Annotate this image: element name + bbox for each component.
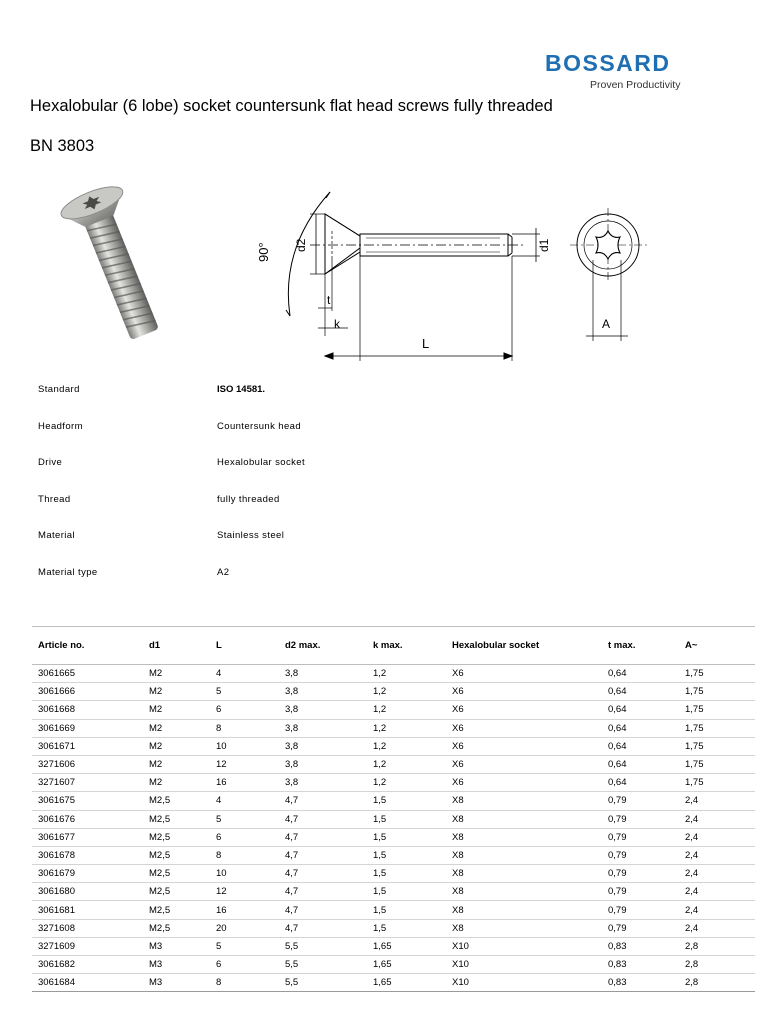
table-cell: 1,65: [367, 974, 446, 992]
table-cell: M2: [143, 774, 210, 792]
property-row: [38, 384, 538, 421]
table-cell: 4,7: [279, 901, 367, 919]
angle-label: 90°: [256, 242, 271, 262]
table-cell: 0,79: [602, 846, 679, 864]
table-cell: 1,75: [679, 737, 755, 755]
table-cell: 1,75: [679, 665, 755, 683]
table-row: [32, 919, 755, 937]
table-row: [32, 865, 755, 883]
table-cell: 1,5: [367, 846, 446, 864]
table-cell: X6: [446, 774, 602, 792]
column-header: Hexalobular socket: [446, 627, 602, 665]
table-cell: 6: [210, 828, 279, 846]
table-cell: M3: [143, 956, 210, 974]
table-cell: 3061666: [32, 683, 143, 701]
table-row: [32, 956, 755, 974]
A-label: A: [602, 317, 611, 331]
table-cell: 1,75: [679, 774, 755, 792]
table-cell: 0,64: [602, 701, 679, 719]
table-cell: 3061668: [32, 701, 143, 719]
table-cell: 1,5: [367, 865, 446, 883]
property-key: Thread: [38, 493, 71, 505]
table-cell: 1,75: [679, 683, 755, 701]
table-cell: 16: [210, 774, 279, 792]
column-header: Article no.: [32, 627, 143, 665]
table-cell: M2: [143, 701, 210, 719]
table-cell: M2,5: [143, 883, 210, 901]
table-cell: 4,7: [279, 919, 367, 937]
table-cell: 3061676: [32, 810, 143, 828]
property-value: fully threaded: [217, 493, 280, 505]
table-cell: 2,4: [679, 792, 755, 810]
table-cell: 4: [210, 665, 279, 683]
table-cell: 1,5: [367, 792, 446, 810]
table-cell: X6: [446, 665, 602, 683]
table-cell: 0,83: [602, 937, 679, 955]
property-key: Drive: [38, 457, 63, 469]
table-cell: 2,4: [679, 846, 755, 864]
table-row: [32, 719, 755, 737]
table-cell: M2,5: [143, 846, 210, 864]
table-cell: 2,4: [679, 901, 755, 919]
property-row: [38, 567, 538, 604]
table-cell: M3: [143, 974, 210, 992]
table-cell: 1,5: [367, 901, 446, 919]
table-cell: X8: [446, 901, 602, 919]
table-cell: 0,79: [602, 828, 679, 846]
table-cell: 3,8: [279, 683, 367, 701]
L-label: L: [422, 336, 430, 351]
table-cell: 1,75: [679, 755, 755, 773]
table-cell: X10: [446, 956, 602, 974]
table-cell: 4,7: [279, 846, 367, 864]
table-cell: 1,2: [367, 755, 446, 773]
k-label: k: [334, 317, 340, 331]
table-cell: M2,5: [143, 828, 210, 846]
table-cell: 3,8: [279, 755, 367, 773]
column-header: d2 max.: [279, 627, 367, 665]
table-cell: 1,2: [367, 665, 446, 683]
table-cell: X10: [446, 937, 602, 955]
table-cell: M2: [143, 665, 210, 683]
table-cell: 0,64: [602, 719, 679, 737]
property-key: Headform: [38, 420, 83, 432]
table-cell: 3,8: [279, 701, 367, 719]
table-cell: 3061680: [32, 883, 143, 901]
table-cell: 0,83: [602, 956, 679, 974]
table-cell: 3061678: [32, 846, 143, 864]
table-cell: 5,5: [279, 974, 367, 992]
table-cell: 1,2: [367, 701, 446, 719]
table-cell: M2,5: [143, 919, 210, 937]
property-row: [38, 530, 538, 567]
table-cell: 16: [210, 901, 279, 919]
table-cell: 2,4: [679, 810, 755, 828]
table-row: [32, 901, 755, 919]
table-cell: 0,64: [602, 755, 679, 773]
table-row: [32, 883, 755, 901]
table-cell: 3061675: [32, 792, 143, 810]
technical-drawing: [250, 176, 660, 366]
table-cell: 2,4: [679, 883, 755, 901]
table-row: [32, 846, 755, 864]
table-cell: M2,5: [143, 792, 210, 810]
table-cell: 0,79: [602, 883, 679, 901]
table-cell: 5: [210, 937, 279, 955]
table-row: [32, 828, 755, 846]
table-cell: 5,5: [279, 937, 367, 955]
property-row: [38, 421, 538, 458]
standard-code: BN 3803: [30, 137, 95, 155]
table-cell: M2: [143, 755, 210, 773]
table-cell: 0,64: [602, 737, 679, 755]
table-cell: X6: [446, 683, 602, 701]
d1-label: d1: [537, 238, 551, 252]
table-cell: 1,5: [367, 919, 446, 937]
table-cell: 1,5: [367, 883, 446, 901]
table-cell: X8: [446, 792, 602, 810]
column-header: t max.: [602, 627, 679, 665]
table-cell: 5: [210, 810, 279, 828]
table-cell: 8: [210, 846, 279, 864]
table-cell: M2,5: [143, 901, 210, 919]
table-cell: 12: [210, 883, 279, 901]
property-value: ISO 14581.: [217, 384, 266, 395]
table-cell: 10: [210, 865, 279, 883]
table-cell: 0,64: [602, 665, 679, 683]
table-cell: 1,65: [367, 937, 446, 955]
table-cell: 3061679: [32, 865, 143, 883]
table-cell: 1,75: [679, 701, 755, 719]
column-header: k max.: [367, 627, 446, 665]
table-cell: 2,8: [679, 956, 755, 974]
table-cell: 6: [210, 956, 279, 974]
table-cell: 6: [210, 701, 279, 719]
table-cell: 3,8: [279, 774, 367, 792]
table-cell: 1,5: [367, 810, 446, 828]
table-cell: 2,8: [679, 974, 755, 992]
table-cell: 3,8: [279, 719, 367, 737]
table-cell: 3271609: [32, 937, 143, 955]
table-cell: 3061684: [32, 974, 143, 992]
table-cell: 1,2: [367, 737, 446, 755]
table-cell: 2,8: [679, 937, 755, 955]
table-cell: M2: [143, 683, 210, 701]
table-cell: 20: [210, 919, 279, 937]
table-cell: 1,2: [367, 774, 446, 792]
page-title: Hexalobular (6 lobe) socket countersunk flat head screws fully threaded: [30, 97, 553, 115]
table-row: [32, 665, 755, 683]
table-row: [32, 937, 755, 955]
table-cell: 4,7: [279, 865, 367, 883]
table-row: [32, 701, 755, 719]
table-cell: 3061681: [32, 901, 143, 919]
property-key: Material type: [38, 566, 98, 578]
table-cell: X6: [446, 737, 602, 755]
table-cell: 5,5: [279, 956, 367, 974]
table-cell: X6: [446, 719, 602, 737]
table-cell: M2,5: [143, 865, 210, 883]
table-cell: 3061665: [32, 665, 143, 683]
table-cell: 0,83: [602, 974, 679, 992]
table-cell: 3061677: [32, 828, 143, 846]
table-cell: 1,2: [367, 683, 446, 701]
table-cell: 3,8: [279, 665, 367, 683]
article-table: [32, 626, 755, 992]
t-label: t: [327, 293, 331, 307]
table-cell: X8: [446, 810, 602, 828]
table-cell: M2,5: [143, 810, 210, 828]
table-cell: X8: [446, 919, 602, 937]
angle-arc: [288, 192, 330, 316]
table-cell: 2,4: [679, 828, 755, 846]
brand-name: BOSSARD: [545, 50, 671, 76]
table-cell: 0,64: [602, 774, 679, 792]
table-cell: X8: [446, 883, 602, 901]
table-cell: 12: [210, 755, 279, 773]
column-header: L: [210, 627, 279, 665]
table-cell: 2,4: [679, 865, 755, 883]
table-cell: M2: [143, 719, 210, 737]
table-cell: 3271608: [32, 919, 143, 937]
table-cell: 3061671: [32, 737, 143, 755]
table-cell: 2,4: [679, 919, 755, 937]
table-cell: 4,7: [279, 883, 367, 901]
table-cell: 3271606: [32, 755, 143, 773]
bossard-logo: [545, 50, 690, 92]
property-row: [38, 494, 538, 531]
table-cell: 4,7: [279, 792, 367, 810]
table-cell: 0,79: [602, 792, 679, 810]
table-row: [32, 810, 755, 828]
table-row: [32, 774, 755, 792]
table-cell: 4,7: [279, 828, 367, 846]
table-cell: X8: [446, 846, 602, 864]
table-row: [32, 683, 755, 701]
table-cell: 0,79: [602, 810, 679, 828]
property-value: Countersunk head: [217, 420, 302, 432]
table-cell: 5: [210, 683, 279, 701]
table-cell: X8: [446, 828, 602, 846]
table-cell: 8: [210, 974, 279, 992]
property-key: Material: [38, 530, 75, 542]
table-cell: M3: [143, 937, 210, 955]
table-cell: X6: [446, 701, 602, 719]
table-cell: 3061682: [32, 956, 143, 974]
table-cell: 3,8: [279, 737, 367, 755]
table-cell: 8: [210, 719, 279, 737]
table-cell: 10: [210, 737, 279, 755]
table-row: [32, 792, 755, 810]
table-row: [32, 755, 755, 773]
property-row: [38, 457, 538, 494]
brand-tagline: Proven Productivity: [590, 79, 681, 91]
table-cell: M2: [143, 737, 210, 755]
d2-label: d2: [294, 238, 308, 252]
table-cell: X6: [446, 755, 602, 773]
table-cell: 0,79: [602, 865, 679, 883]
properties-list: [38, 384, 538, 604]
column-header: d1: [143, 627, 210, 665]
property-value: Stainless steel: [217, 530, 285, 542]
table-cell: X8: [446, 865, 602, 883]
column-header: A~: [679, 627, 755, 665]
table-row: [32, 737, 755, 755]
table-cell: 0,79: [602, 919, 679, 937]
table-cell: 3271607: [32, 774, 143, 792]
screw-photo: [32, 170, 202, 360]
table-cell: 1,75: [679, 719, 755, 737]
table-cell: 1,5: [367, 828, 446, 846]
table-cell: X10: [446, 974, 602, 992]
table-cell: 1,2: [367, 719, 446, 737]
table-header-row: [32, 627, 755, 665]
table-cell: 4,7: [279, 810, 367, 828]
table-cell: 0,64: [602, 683, 679, 701]
table-cell: 3061669: [32, 719, 143, 737]
table-cell: 1,65: [367, 956, 446, 974]
table-cell: 4: [210, 792, 279, 810]
property-value: Hexalobular socket: [217, 457, 305, 469]
property-key: Standard: [38, 384, 80, 395]
property-value: A2: [217, 566, 230, 578]
table-cell: 0,79: [602, 901, 679, 919]
table-row: [32, 974, 755, 992]
